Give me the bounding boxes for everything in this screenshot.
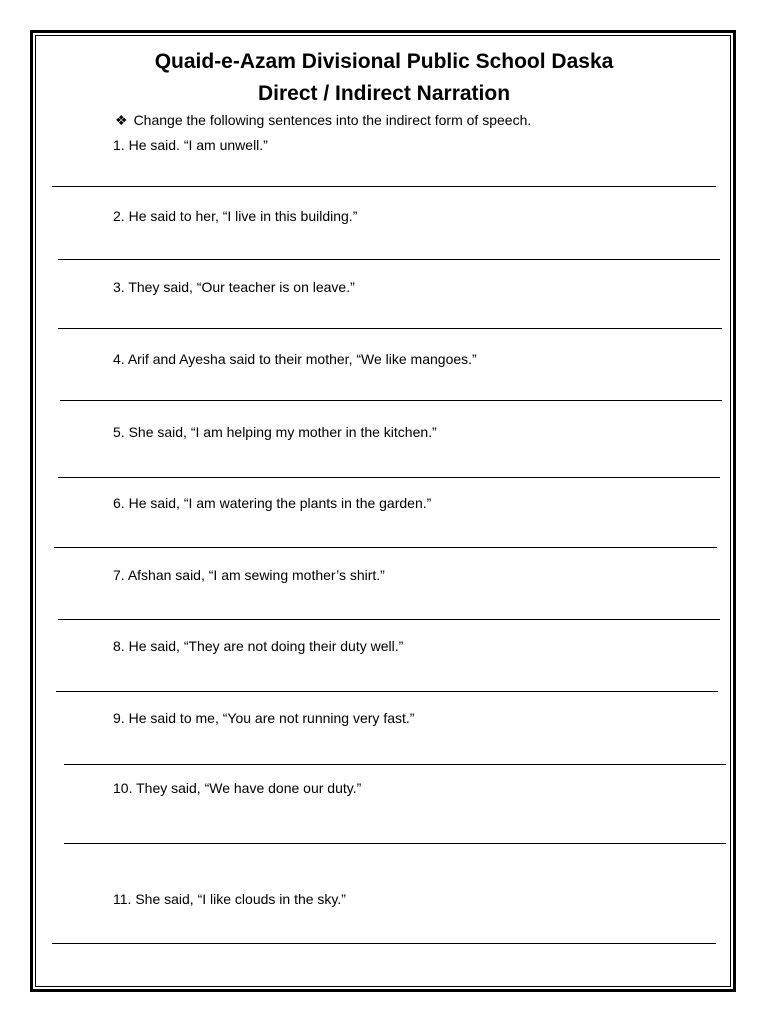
question-item [113, 136, 268, 154]
question-number: 11. [113, 891, 132, 907]
question-text: She said, “I am helping my mother in the kitchen.” [128, 424, 437, 440]
school-title: Quaid-e-Azam Divisional Public School Daska [154, 50, 614, 73]
question-item [113, 494, 431, 512]
question-item [113, 350, 477, 368]
question-text: Afshan said, “I am sewing mother’s shirt.” [127, 567, 385, 583]
question-number: 10. [113, 780, 133, 796]
question-number: 6. [113, 495, 125, 511]
answer-line[interactable] [64, 764, 726, 765]
question-item [113, 423, 437, 441]
answer-line[interactable] [60, 400, 722, 401]
question-text: They said, “Our teacher is on leave.” [128, 279, 355, 295]
question-item [113, 278, 355, 296]
question-number: 8. [113, 638, 125, 654]
answer-line[interactable] [52, 186, 716, 187]
answer-line[interactable] [58, 328, 722, 329]
question-item [113, 709, 414, 727]
question-text: He said, “I am watering the plants in the garden.” [128, 495, 432, 511]
question-text: He said to me, “You are not running very fast.” [128, 710, 415, 726]
answer-line[interactable] [52, 943, 716, 944]
question-text: They said, “We have done our duty.” [136, 780, 362, 796]
question-text: Arif and Ayesha said to their mother, “We like mangoes.” [127, 351, 477, 367]
answer-line[interactable] [54, 547, 717, 548]
answer-line[interactable] [64, 843, 726, 844]
question-text: She said, “I like clouds in the sky.” [135, 891, 346, 907]
question-item [113, 566, 385, 584]
question-text: He said, “They are not doing their duty well.” [128, 638, 404, 654]
question-number: 5. [113, 424, 125, 440]
question-number: 4. [113, 351, 125, 367]
question-number: 7. [113, 567, 125, 583]
question-item [113, 890, 346, 908]
question-number: 2. [113, 208, 125, 224]
question-number: 3. [113, 279, 125, 295]
instruction-text: Change the following sentences into the indirect form of speech. [133, 112, 532, 128]
answer-line[interactable] [56, 691, 718, 692]
answer-line[interactable] [58, 477, 720, 478]
answer-line[interactable] [58, 619, 720, 620]
question-item [113, 637, 403, 655]
diamond-bullet-icon: ❖ [115, 112, 128, 128]
question-text: He said. “I am unwell.” [128, 137, 268, 153]
question-number: 1. [113, 137, 125, 153]
worksheet-title: Direct / Indirect Narration [257, 82, 511, 105]
instruction-line [115, 111, 531, 129]
question-number: 9. [113, 710, 125, 726]
question-item [113, 779, 361, 797]
question-item [113, 207, 357, 225]
answer-line[interactable] [58, 259, 720, 260]
question-text: He said to her, “I live in this building.” [128, 208, 358, 224]
